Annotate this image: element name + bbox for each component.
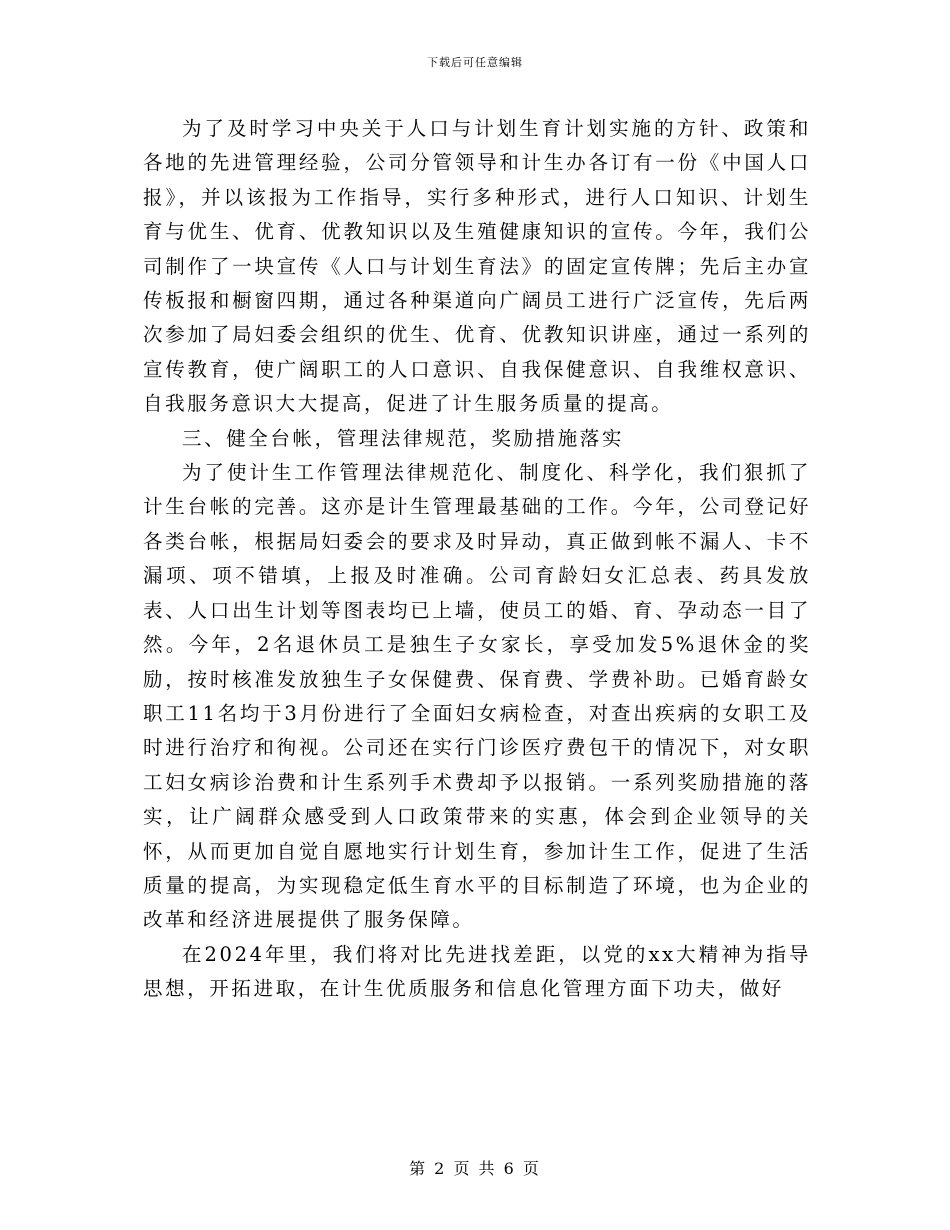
page-footer: 第 2 页 共 6 页 [409,1159,541,1178]
document-body [143,112,811,1007]
header-note: 下载后可任意编辑 [427,56,523,69]
paragraph-plan: 在2024年里，我们将对比先进找差距，以党的xx大精神为指导思想，开拓进取，在计生优质服务和信息化管理方面下功夫，做好 [143,942,811,1001]
section-heading-ledger: 三、健全台帐，管理法律规范，奖励措施落实 [182,426,625,450]
paragraph-ledger: 为了使计生工作管理法律规范化、制度化、科学化，我们狠抓了计生台帐的完善。这亦是计生管理最基础的工作。今年，公司登记好各类台帐，根据局妇委会的要求及时异动，真正做到帐不漏人、卡不漏项、项不错填，上报及时准确。公司育龄妇女汇总表、药具发放表、人口出生计划等图表均已上墙，使员工的婚、育、孕动态一目了然。今年，2名退休员工是独生子女家长，享受加发5%退休金的奖励，按时核准发放独生子女保健费、保育费、学费补助。已婚育龄女职工11名均于3月份进行了全面妇女病检查，对查出疾病的女职工及时进行治疗和徇视。公司还在实行门诊医疗费包干的情况下，对女职工妇女病诊治费和计生系列手术费却予以报销。一系列奖励措施的落实，让广阔群众感受到人口政策带来的实惠，体会到企业领导的关怀，从而更加自觉自愿地实行计划生育，参加计生工作，促进了生活质量的提高，为实现稳定低生育水平的目标制造了环境，也为企业的改革和经济进展提供了服务保障。 [143,461,811,932]
paragraph-publicity: 为了及时学习中央关于人口与计划生育计划实施的方针、政策和各地的先进管理经验，公司分管领导和计生办各订有一份《中国人口报》，并以该报为工作指导，实行多种形式，进行人口知识、计划生育与优生、优育、优教知识以及生殖健康知识的宣传。今年，我们公司制作了一块宣传《人口与计划生育法》的固定宣传牌；先后主办宣传板报和橱窗四期，通过各种渠道向广阔员工进行广泛宣传，先后两次参加了局妇委会组织的优生、优育、优教知识讲座，通过一系列的宣传教育，使广阔职工的人口意识、自我保健意识、自我维权意识、自我服务意识大大提高，促进了计生服务质量的提高。 [143,117,811,416]
